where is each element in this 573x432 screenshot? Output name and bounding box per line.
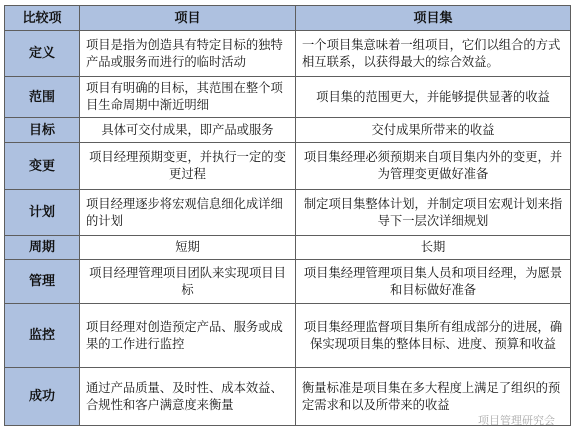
row-label-monitoring: 监控	[5, 304, 80, 368]
table-row	[5, 190, 571, 236]
program-cell: 项目集经理监督项目集所有组成部分的进展，确保实现项目集的整体目标、进度、预算和收益	[296, 304, 571, 368]
project-cell: 具体可交付成果，即产品或服务	[80, 118, 296, 143]
project-cell: 短期	[80, 236, 296, 260]
row-label-goal: 目标	[5, 118, 80, 143]
project-cell: 项目经理对创造预定产品、服务或成果的工作进行监控	[80, 304, 296, 368]
program-cell: 一个项目集意味着一组项目，它们以组合的方式相互联系，以获得最大的综合效益。	[296, 31, 571, 77]
program-cell: 项目集的范围更大，并能够提供显著的收益	[296, 77, 571, 118]
program-cell: 制定项目集整体计划，并制定项目宏观计划来指导下一层次详细规划	[296, 190, 571, 236]
project-cell: 项目有明确的目标，其范围在整个项目生命周期中渐近明细	[80, 77, 296, 118]
project-cell: 项目经理逐步将宏观信息细化成详细的计划	[80, 190, 296, 236]
header-program: 项目集	[296, 6, 571, 31]
program-cell: 长期	[296, 236, 571, 260]
row-label-scope: 范围	[5, 77, 80, 118]
program-cell: 衡量标准是项目集在多大程度上满足了组织的预定需求和以及所带来的收益	[296, 368, 571, 426]
watermark-text: 项目管理研究会	[478, 414, 555, 427]
table-row	[5, 260, 571, 304]
table-row	[5, 77, 571, 118]
project-cell: 通过产品质量、及时性、成本效益、合规性和客户满意度来衡量	[80, 368, 296, 426]
table-header-row	[5, 6, 571, 31]
header-project: 项目	[80, 6, 296, 31]
row-label-change: 变更	[5, 143, 80, 190]
program-cell: 交付成果所带来的收益	[296, 118, 571, 143]
header-comparison-item: 比较项	[5, 6, 80, 31]
row-label-plan: 计划	[5, 190, 80, 236]
table-row	[5, 236, 571, 260]
project-cell: 项目是指为创造具有特定目标的独特产品或服务而进行的临时活动	[80, 31, 296, 77]
table-row	[5, 143, 571, 190]
table-row	[5, 304, 571, 368]
program-cell: 项目集经理必须预期来自项目集内外的变更，并为管理变更做好准备	[296, 143, 571, 190]
row-label-cycle: 周期	[5, 236, 80, 260]
project-cell: 项目经理预期变更，并执行一定的变更过程	[80, 143, 296, 190]
table-row	[5, 31, 571, 77]
comparison-table	[4, 5, 571, 426]
project-cell: 项目经理管理项目团队来实现项目目标	[80, 260, 296, 304]
program-cell: 项目集经理管理项目集人员和项目经理，为愿景和目标做好准备	[296, 260, 571, 304]
row-label-definition: 定义	[5, 31, 80, 77]
row-label-management: 管理	[5, 260, 80, 304]
table-row	[5, 118, 571, 143]
row-label-success: 成功	[5, 368, 80, 426]
